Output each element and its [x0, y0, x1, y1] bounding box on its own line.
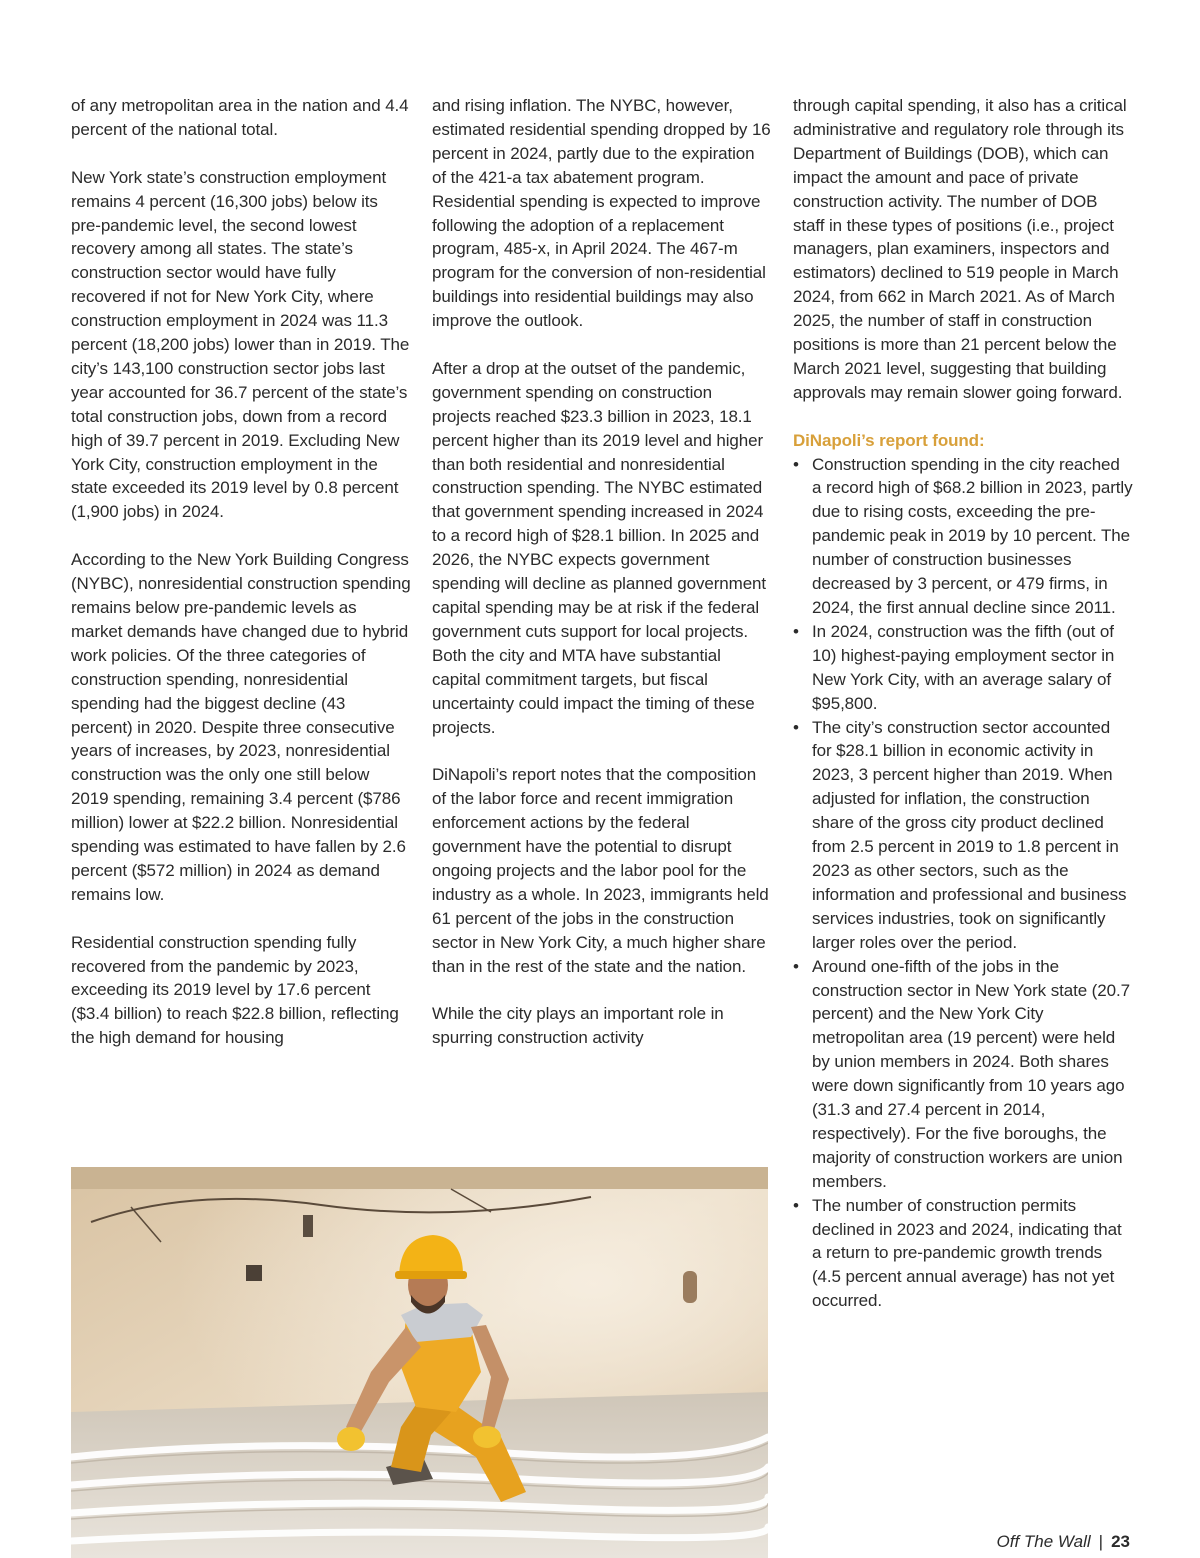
article-paragraph: After a drop at the outset of the pandemic, government spending on construction projects reached $23.3 billion in 2023, 18.1 percent higher than its 2019 level and higher than both residential and nonresidential construction spending. The NYBC estimated that government spending increased in 2024 to a record high of $28.1 billion. In 2025 and 2026, the NYBC expects government spending will decline as planned government capital spending may be at risk if the federal government cuts support for local projects. Both the city and MTA have substantial capital commitment targets, but fiscal uncertainty could impact the timing of these projects. — [432, 358, 767, 737]
publication-name: Off The Wall — [996, 1532, 1091, 1551]
article-paragraph: New York state’s construction employment remains 4 percent (16,300 jobs) below its pre-pandemic level, the second lowest recovery among all states. The state’s construction sector would have fully recovered if not for New York City, where construction employment in 2024 was 11.3 percent (18,200 jobs) lower than in 2019. The city’s 143,100 construction sector jobs last year accounted for 36.7 percent of the state’s total construction jobs, down from a record high of 39.7 percent in 2019. Excluding New York City, construction employment in the state exceeded its 2019 level by 0.8 percent (1,900 jobs) in 2024. — [71, 167, 410, 522]
article-paragraph: DiNapoli’s report notes that the composition of the labor force and recent immigration enforcement actions by the federal government have the potential to disrupt ongoing projects and the labor pool for the industry as a whole. In 2023, immigrants held 61 percent of the jobs in the construction sector in New York City, a much higher share than in the rest of the state and the nation. — [432, 765, 769, 976]
findings-list — [793, 453, 1133, 1314]
article-paragraph: While the city plays an important role in spurring construction activity — [432, 1004, 724, 1048]
findings-list-item: • Around one-fifth of the jobs in the construction sector in New York state (20.7 percent) and the New York City metropolitan area (19 percent) were held by union members in 2024. Both shares were down significantly from 10 years ago (31.3 and 27.4 percent in 2014, respectively). For the five boroughs, the majority of construction workers are union members. — [793, 955, 1133, 1194]
construction-worker-photo — [71, 1167, 768, 1558]
page-number: 23 — [1111, 1532, 1130, 1551]
findings-list-item: • Construction spending in the city reached a record high of $68.2 billion in 2023, partly due to rising costs, exceeding the pre-pandemic peak in 2019 by 10 percent. The number of construction businesses decreased by 3 percent, or 479 firms, in 2024, the first annual decline since 2011. — [793, 453, 1133, 620]
article-paragraph: through capital spending, it also has a critical administrative and regulatory role through its Department of Buildings (DOB), which can impact the amount and pace of private construction activity. The number of DOB staff in these types of positions (i.e., project managers, plan examiners, inspectors and estimators) declined to 519 people in March 2024, from 662 in March 2021. As of March 2025, the number of staff in construction positions is more than 21 percent below the March 2021 level, suggesting that building approvals may remain slower going forward. — [793, 96, 1127, 402]
article-column-1 — [71, 94, 411, 1050]
page-footer — [997, 1530, 1131, 1554]
article-column-3 — [793, 94, 1133, 1313]
findings-list-item: • The city’s construction sector accounted for $28.1 billion in economic activity in 2023, 3 percent higher than 2019. When adjusted for inflation, the construction share of the gross city product declined from 2.5 percent in 2019 to 1.8 percent in 2023 as other sectors, such as the information and professional and business services industries, took on significantly larger roles over the period. — [793, 716, 1133, 955]
footer-separator: | — [1098, 1532, 1104, 1551]
article-paragraph: Residential construction spending fully recovered from the pandemic by 2023, exceeding its 2019 level by 17.6 percent ($3.4 billion) to reach $22.8 billion, reflecting the high demand for housing — [71, 932, 399, 1048]
article-paragraph: of any metropolitan area in the nation and 4.4 percent of the national total. — [71, 96, 409, 139]
article-column-2 — [432, 94, 772, 1050]
article-paragraph: and rising inflation. The NYBC, however, estimated residential spending dropped by 16 percent in 2024, partly due to the expiration of the 421-a tax abatement program. Residential spending is expected to improve following the adoption of a replacement program, 485-x, in April 2024. The 467-m program for the conversion of non-residential buildings into residential buildings may also improve the outlook. — [432, 96, 771, 331]
findings-list-item: • The number of construction permits declined in 2023 and 2024, indicating that a return to pre-pandemic growth trends (4.5 percent annual average) has not yet occurred. — [793, 1194, 1133, 1314]
findings-list-item: • In 2024, construction was the fifth (out of 10) highest-paying employment sector in New York City, with an average salary of $95,800. — [793, 620, 1133, 716]
findings-heading: DiNapoli’s report found: — [793, 430, 985, 450]
article-paragraph: According to the New York Building Congress (NYBC), nonresidential construction spending remains below pre-pandemic levels as market demands have changed due to hybrid work policies. Of the three categories of construction spending, nonresidential spending had the biggest decline (43 percent) in 2020. Despite three consecutive years of increases, by 2023, nonresidential construction was the only one still below 2019 spending, remaining 3.4 percent ($786 million) lower at $22.2 billion. Nonresidential spending was estimated to have fallen by 2.6 percent ($572 million) in 2024 as demand remains low. — [71, 550, 411, 904]
